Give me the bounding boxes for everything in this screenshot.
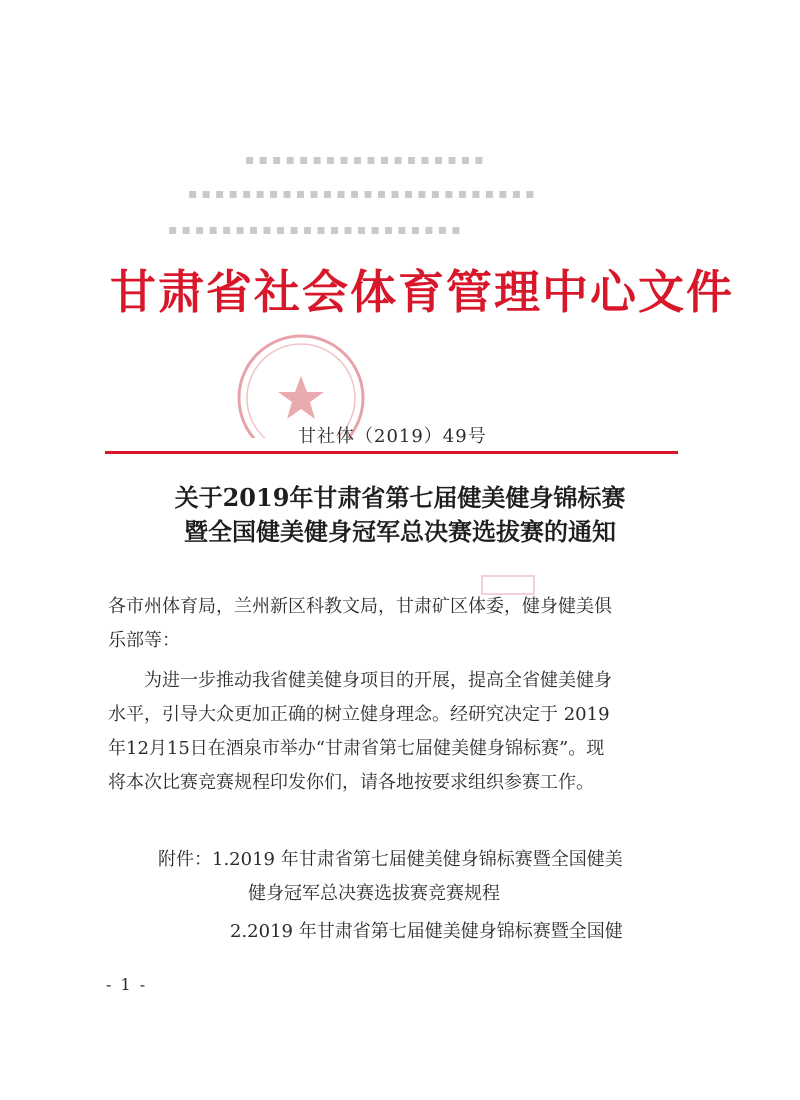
attachments-label: 附件： bbox=[158, 849, 212, 870]
bleed-through-text: ▪▪▪▪▪▪▪▪▪▪▪▪▪▪▪▪▪▪▪▪▪▪▪▪▪▪ bbox=[188, 186, 539, 202]
document-number: 甘社体（2019）49号 bbox=[298, 426, 487, 447]
addressee-line: 各市州体育局，兰州新区科教文局，甘肃矿区体委，健身健美俱 bbox=[108, 596, 612, 617]
notice-title-line-2: 暨全国健美健身冠军总决赛选拔赛的通知 bbox=[184, 517, 616, 546]
attachments-list bbox=[158, 843, 736, 911]
attachment-item-1 bbox=[158, 843, 736, 911]
body-paragraph bbox=[108, 664, 686, 800]
issuing-authority-title: 甘肃省社会体育管理中心文件 bbox=[110, 265, 734, 319]
bleed-through-text: ▪▪▪▪▪▪▪▪▪▪▪▪▪▪▪▪▪▪ bbox=[245, 152, 488, 168]
attachment-text: 健身冠军总决赛选拔赛竞赛规程 bbox=[248, 883, 500, 904]
page-number: - 1 - bbox=[106, 975, 148, 994]
body-line: 为进一步推动我省健美健身项目的开展，提高全省健美健身 bbox=[144, 670, 612, 691]
body-line: 将本次比赛竞赛规程印发你们，请各地按要求组织参赛工作。 bbox=[108, 772, 594, 793]
body-line: 年12月15日在酒泉市举办“甘肃省第七届健美健身锦标赛”。现 bbox=[108, 738, 605, 759]
attachment-item-2: 2.2019 年甘肃省第七届健美健身锦标赛暨全国健 bbox=[230, 921, 623, 942]
bleed-through-text: ▪▪▪▪▪▪▪▪▪▪▪▪▪▪▪▪▪▪▪▪▪▪ bbox=[168, 222, 465, 238]
body-line: 水平，引导大众更加正确的树立健身理念。经研究决定于 2019 bbox=[108, 704, 610, 725]
attachment-text: 1.2019 年甘肃省第七届健美健身锦标赛暨全国健美 bbox=[212, 849, 623, 870]
addressee bbox=[108, 590, 686, 658]
red-divider-line bbox=[105, 451, 678, 454]
notice-title-line-1: 关于2019年甘肃省第七届健美健身锦标赛 bbox=[174, 483, 626, 512]
addressee-line: 乐部等： bbox=[108, 630, 180, 651]
